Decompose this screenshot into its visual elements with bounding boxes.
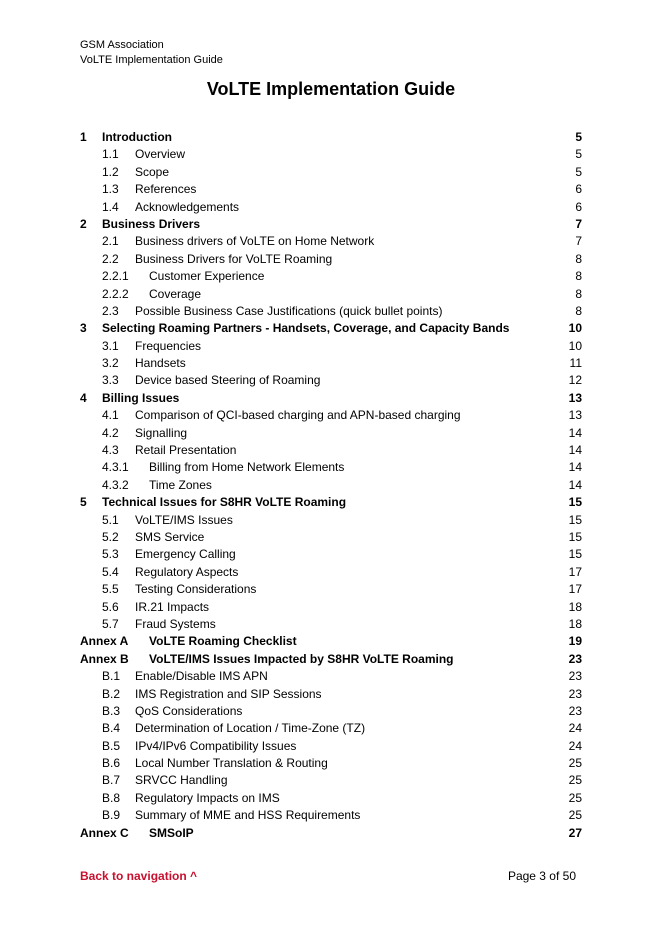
toc-entry-number: 4.1: [102, 408, 119, 423]
toc-entry[interactable]: [80, 755, 582, 772]
toc-entry-title: SMSoIP: [149, 825, 194, 840]
toc-entry-number: 2.2: [102, 251, 119, 266]
toc-entry-title: Emergency Calling: [135, 547, 236, 562]
toc-entry-page: 6: [575, 199, 582, 214]
page-title: VoLTE Implementation Guide: [206, 79, 456, 99]
toc-entry[interactable]: [80, 303, 582, 320]
toc-entry-number: 1.4: [102, 199, 119, 214]
toc-entry[interactable]: [80, 703, 582, 720]
toc-entry-number: Annex A: [80, 634, 129, 649]
toc-entry-title: Acknowledgements: [135, 199, 240, 214]
toc-entry-page: 17: [568, 564, 582, 579]
toc-entry-page: 18: [568, 616, 582, 631]
toc-entry-page: 27: [568, 825, 582, 840]
toc-entry-number: B.8: [102, 790, 121, 805]
toc-entry[interactable]: [80, 564, 582, 581]
toc-entry-page: 5: [575, 147, 582, 162]
toc-entry-number: B.1: [102, 669, 121, 684]
toc-entry-number: 4.3: [102, 443, 119, 458]
toc-entry-number: Annex C: [80, 825, 129, 840]
toc-entry-title: Regulatory Aspects: [135, 564, 239, 579]
toc-entry-number: 2.1: [102, 234, 119, 249]
toc-entry[interactable]: [80, 477, 582, 494]
toc-entry-title: Enable/Disable IMS APN: [135, 669, 268, 684]
toc-entry-page: 24: [568, 721, 582, 736]
toc-entry-title: Introduction: [102, 130, 172, 144]
toc-entry-number: B.4: [102, 721, 121, 736]
toc-entry-title: Signalling: [135, 425, 188, 440]
toc-entry-page: 5: [575, 164, 582, 179]
toc-entry[interactable]: [80, 599, 582, 616]
toc-entry-title: Business drivers of VoLTE on Home Network: [135, 234, 375, 249]
toc-entry-page: 8: [575, 286, 582, 301]
toc-entry-title: Scope: [135, 164, 170, 179]
toc-entry-number: 5.3: [102, 547, 119, 562]
toc-entry-title: Customer Experience: [149, 269, 265, 284]
toc-entry-number: 2: [80, 216, 87, 231]
document-header: [80, 38, 223, 68]
toc-entry[interactable]: [80, 181, 582, 198]
table-of-contents: [80, 129, 582, 842]
toc-entry-number: 2.2.2: [102, 286, 129, 301]
toc-entry[interactable]: [80, 320, 582, 337]
toc-entry[interactable]: [80, 442, 582, 459]
toc-entry[interactable]: [80, 616, 582, 633]
toc-entry-page: 7: [575, 216, 582, 231]
toc-entry-page: 8: [575, 269, 582, 284]
toc-entry[interactable]: [80, 129, 582, 146]
toc-entry-page: 17: [568, 582, 582, 597]
toc-entry-number: 3.1: [102, 338, 119, 353]
toc-entry[interactable]: [80, 459, 582, 476]
toc-entry-title: Business Drivers for VoLTE Roaming: [135, 251, 333, 266]
toc-entry-title: Selecting Roaming Partners - Handsets, Coverage, and Capacity Bands: [102, 321, 510, 336]
toc-entry-page: 18: [568, 599, 582, 614]
toc-entry-title: Time Zones: [149, 477, 212, 492]
toc-entry-title: Overview: [135, 147, 186, 162]
header-org: GSM Association: [80, 39, 164, 51]
toc-entry-title: VoLTE/IMS Issues: [135, 512, 233, 527]
toc-entry-number: B.2: [102, 686, 121, 701]
toc-entry-number: 5.2: [102, 529, 119, 544]
back-to-navigation-link[interactable]: Back to navigation ^: [80, 869, 198, 883]
toc-entry-number: 2.2.1: [102, 269, 129, 284]
toc-entry[interactable]: [80, 146, 582, 163]
toc-entry[interactable]: [80, 668, 582, 685]
toc-entry-page: 13: [568, 408, 582, 423]
toc-entry-title: SMS Service: [135, 529, 205, 544]
toc-entry-page: 12: [568, 373, 582, 388]
toc-entry[interactable]: [80, 199, 582, 216]
toc-entry-page: 7: [575, 234, 582, 249]
toc-entry[interactable]: [80, 807, 582, 824]
toc-entry-page: 23: [568, 703, 582, 718]
toc-entry-page: 23: [568, 651, 582, 666]
toc-entry-page: 15: [568, 512, 582, 527]
toc-entry-number: 4.3.2: [102, 477, 129, 492]
toc-entry-page: 23: [568, 686, 582, 701]
toc-entry-number: 4: [80, 390, 87, 405]
toc-entry[interactable]: [80, 512, 582, 529]
toc-entry-title: Device based Steering of Roaming: [135, 373, 321, 388]
toc-entry-page: 19: [568, 634, 582, 649]
toc-entry-number: 5.1: [102, 512, 119, 527]
toc-entry-page: 24: [568, 738, 582, 753]
toc-entry-number: 4.2: [102, 425, 119, 440]
toc-entry[interactable]: [80, 216, 582, 233]
toc-entry[interactable]: [80, 338, 582, 355]
toc-entry-title: Billing Issues: [102, 390, 180, 405]
toc-entry[interactable]: [80, 233, 582, 250]
toc-entry-number: 5: [80, 495, 87, 510]
toc-entry-number: Annex B: [80, 651, 129, 666]
toc-entry[interactable]: [80, 790, 582, 807]
toc-entry-number: 3: [80, 321, 87, 336]
toc-entry-title: Retail Presentation: [135, 443, 237, 458]
toc-entry-title: IPv4/IPv6 Compatibility Issues: [135, 738, 297, 753]
toc-entry[interactable]: [80, 286, 582, 303]
toc-entry[interactable]: [80, 772, 582, 789]
toc-entry-page: 13: [568, 390, 582, 405]
toc-entry-title: SRVCC Handling: [135, 773, 228, 788]
toc-entry-title: QoS Considerations: [135, 703, 243, 718]
toc-entry[interactable]: [80, 407, 582, 424]
toc-entry-title: Business Drivers: [102, 216, 201, 231]
toc-entry-number: 1.2: [102, 164, 119, 179]
toc-entry-title: References: [135, 182, 197, 197]
toc-entry-number: 5.4: [102, 564, 119, 579]
toc-entry[interactable]: [80, 390, 582, 407]
toc-entry-page: 8: [575, 303, 582, 318]
toc-entry-number: 2.3: [102, 303, 119, 318]
toc-entry-page: 10: [568, 321, 582, 336]
toc-entry-number: 5.5: [102, 582, 119, 597]
toc-entry-page: 15: [568, 495, 582, 510]
toc-entry[interactable]: [80, 164, 582, 181]
toc-entry-number: 1.3: [102, 182, 119, 197]
toc-entry[interactable]: [80, 686, 582, 703]
toc-entry-page: 15: [568, 529, 582, 544]
toc-entry-number: B.6: [102, 756, 121, 771]
toc-entry-page: 25: [568, 790, 582, 805]
toc-entry-number: 1.1: [102, 147, 119, 162]
toc-entry[interactable]: [80, 372, 582, 389]
toc-entry[interactable]: [80, 581, 582, 598]
toc-entry-title: Fraud Systems: [135, 616, 216, 631]
toc-entry[interactable]: [80, 425, 582, 442]
toc-entry-number: B.5: [102, 738, 121, 753]
toc-entry-title: Comparison of QCI-based charging and APN-based charging: [135, 408, 461, 423]
toc-entry-number: 5.7: [102, 616, 119, 631]
toc-entry-title: Frequencies: [135, 338, 202, 353]
page-number: Page 3 of 50: [507, 869, 576, 883]
toc-entry-title: Testing Considerations: [135, 582, 257, 597]
toc-entry-title: Possible Business Case Justifications (quick bullet points): [135, 303, 443, 318]
toc-entry-page: 14: [568, 425, 582, 440]
toc-entry[interactable]: [80, 546, 582, 563]
toc-entry-number: B.3: [102, 703, 121, 718]
toc-entry-title: Summary of MME and HSS Requirements: [135, 808, 361, 823]
toc-entry-page: 15: [568, 547, 582, 562]
toc-entry-title: Technical Issues for S8HR VoLTE Roaming: [102, 495, 347, 510]
toc-entry-page: 14: [568, 460, 582, 475]
toc-entry-number: B.9: [102, 808, 121, 823]
toc-entry-page: 11: [569, 356, 582, 371]
toc-entry-page: 14: [568, 443, 582, 458]
toc-entry-title: Handsets: [135, 356, 186, 371]
toc-entry[interactable]: [80, 529, 582, 546]
toc-entry-page: 25: [568, 808, 582, 823]
toc-entry-number: 3.2: [102, 356, 119, 371]
toc-entry[interactable]: [80, 633, 582, 650]
toc-entry-number: 5.6: [102, 599, 119, 614]
toc-entry-title: Billing from Home Network Elements: [149, 460, 345, 475]
toc-entry[interactable]: [80, 720, 582, 737]
toc-entry-page: 25: [568, 773, 582, 788]
toc-entry[interactable]: [80, 268, 582, 285]
toc-entry-title: VoLTE Roaming Checklist: [149, 634, 297, 649]
toc-entry[interactable]: [80, 738, 582, 755]
toc-entry-page: 10: [568, 338, 582, 353]
toc-entry[interactable]: [80, 825, 582, 842]
toc-entry-number: 1: [80, 130, 87, 144]
toc-entry[interactable]: [80, 494, 582, 511]
toc-entry-number: B.7: [102, 773, 121, 788]
toc-entry-page: 8: [575, 251, 582, 266]
toc-entry-page: 5: [575, 130, 582, 144]
toc-entry-title: IMS Registration and SIP Sessions: [135, 686, 322, 701]
toc-entry[interactable]: [80, 251, 582, 268]
toc-entry-title: IR.21 Impacts: [135, 599, 210, 614]
toc-entry-title: Determination of Location / Time-Zone (TZ): [135, 721, 366, 736]
toc-entry-number: 3.3: [102, 373, 119, 388]
toc-entry-title: Local Number Translation & Routing: [135, 756, 328, 771]
header-doc-title: VoLTE Implementation Guide: [80, 54, 223, 66]
toc-entry-number: 4.3.1: [102, 460, 129, 475]
toc-entry-title: Coverage: [149, 286, 202, 301]
toc-entry-page: 25: [568, 756, 582, 771]
toc-entry-page: 6: [575, 182, 582, 197]
toc-entry[interactable]: [80, 355, 582, 372]
toc-entry-page: 14: [568, 477, 582, 492]
toc-entry-title: VoLTE/IMS Issues Impacted by S8HR VoLTE Roaming: [149, 651, 454, 666]
toc-entry[interactable]: [80, 651, 582, 668]
toc-entry-page: 23: [568, 669, 582, 684]
toc-entry-title: Regulatory Impacts on IMS: [135, 790, 280, 805]
